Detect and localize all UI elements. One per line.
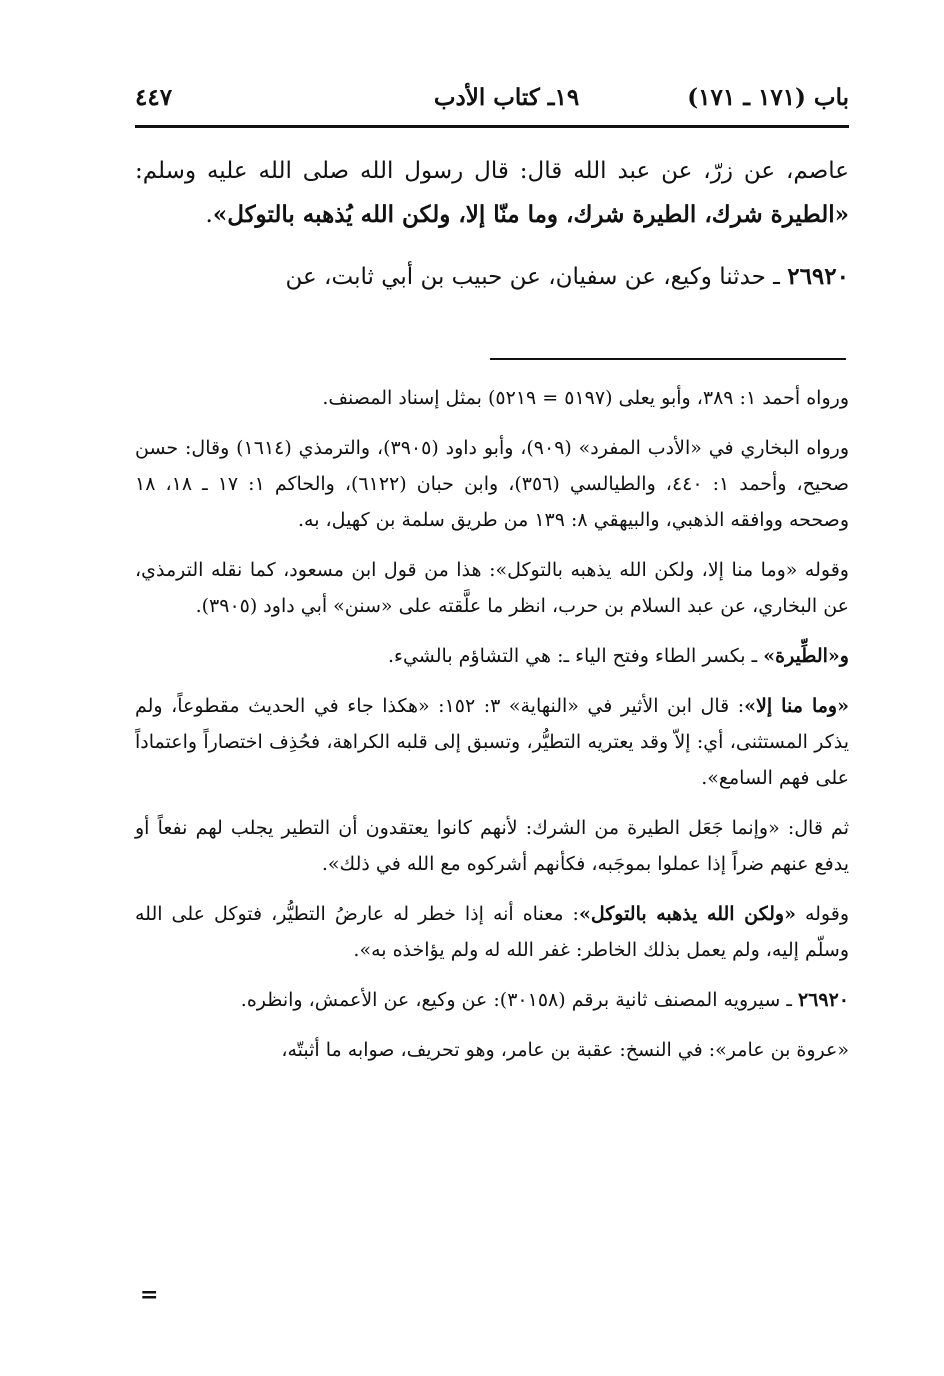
page-number: ٤٤٧ xyxy=(135,84,173,111)
para1-text: عاصم، عن زرّ، عن عبد الله قال: قال رسول الله صلى الله عليه وسلم: xyxy=(135,158,849,184)
note-5-lead: «وما منا إلا» xyxy=(744,695,849,717)
hadith-number: ٢٦٩٢٠ xyxy=(787,263,849,290)
note-7-pre: وقوله xyxy=(795,903,850,925)
note-5-text: : قال ابن الأثير في «النهاية» ٣: ١٥٢: «هكذا جاء في الحديث مقطوعاً، ولم يذكر المستثنى، أي: إلاّ وقد يعتريه التطيُّر، وتسبق إلى قلبه الكراهة، فحُذِف اختصاراً واعتماداً على فهم السامع». xyxy=(135,695,849,789)
footnotes xyxy=(135,380,849,1074)
note-4 xyxy=(135,638,849,674)
note-1: ورواه أحمد ١: ٣٨٩، وأبو يعلى (٥١٩٧ = ٥٢١٩) بمثل إسناد المصنف. xyxy=(322,387,849,409)
note-7-lead: «ولكن الله يذهبه بالتوكل» xyxy=(578,903,796,925)
prophetic-quote: «الطيرة شرك، الطيرة شرك، وما منّا إلا، ولكن الله يُذهبه بالتوكل» xyxy=(212,201,849,228)
hadith-continuation xyxy=(135,150,849,237)
note-5 xyxy=(135,688,849,796)
header-divider xyxy=(135,125,849,128)
main-text xyxy=(135,150,849,299)
note-8 xyxy=(135,982,849,1018)
para1-end: . xyxy=(205,202,213,228)
note-4-text: ـ بكسر الطاء وفتح الياء ـ: هي التشاؤم بالشيء. xyxy=(388,645,764,667)
running-header xyxy=(135,78,849,122)
continuation-mark: = xyxy=(140,1282,159,1308)
note-4-lead: و«الطِّيرة» xyxy=(763,645,849,667)
hadith-chain: ـ حدثنا وكيع، عن سفيان، عن حبيب بن أبي ثابت، عن xyxy=(285,264,788,290)
note-8-text: ـ سيرويه المصنف ثانية برقم (٣٠١٥٨): عن وكيع، عن الأعمش، وانظره. xyxy=(240,989,798,1011)
note-7-text: : معناه أنه إذا خطر له عارضُ التطيُّر، فتوكل على الله وسلّم إليه، ولم يعمل بذلك الخاطر: غفر الله له ولم يؤاخذه به». xyxy=(135,903,849,961)
footnote-divider xyxy=(490,358,846,360)
hadith-entry xyxy=(135,255,849,299)
note-9: «عروة بن عامر»: في النسخ: عقبة بن عامر، وهو تحريف، صوابه ما أثبتّه، xyxy=(281,1039,849,1061)
note-6: ثم قال: «وإنما جَعَل الطيرة من الشرك: لأنهم كانوا يعتقدون أن التطير يجلب لهم نفعاً أو يدفع عنهم ضراً إذا عملوا بموجَبه، فكأنهم أشركوه مع الله في ذلك». xyxy=(135,817,849,875)
book-title: ١٩ـ كتاب الأدب xyxy=(433,84,580,111)
note-2: ورواه البخاري في «الأدب المفرد» (٩٠٩)، وأبو داود (٣٩٠٥)، والترمذي (١٦١٤) وقال: حسن صحيح، وأحمد ١: ٤٤٠، والطيالسي (٣٥٦)، وابن حبان (٦١٢٢)، والحاكم ١: ١٧ ـ ١٨، ١٨ وصححه ووافقه الذهبي، والبيهقي ٨: ١٣٩ من طريق سلمة بن كهيل، به. xyxy=(135,437,850,531)
chapter-title: باب (١٧١ ـ ١٧١) xyxy=(687,84,849,111)
note-8-lead: ٢٦٩٢٠ xyxy=(797,989,849,1011)
note-3: وقوله «وما منا إلا، ولكن الله يذهبه بالتوكل»: هذا من قول ابن مسعود، كما نقله الترمذي، عن البخاري، عن عبد السلام بن حرب، انظر ما علَّقته على «سنن» أبي داود (٣٩٠٥). xyxy=(135,559,849,617)
note-7 xyxy=(135,896,849,968)
